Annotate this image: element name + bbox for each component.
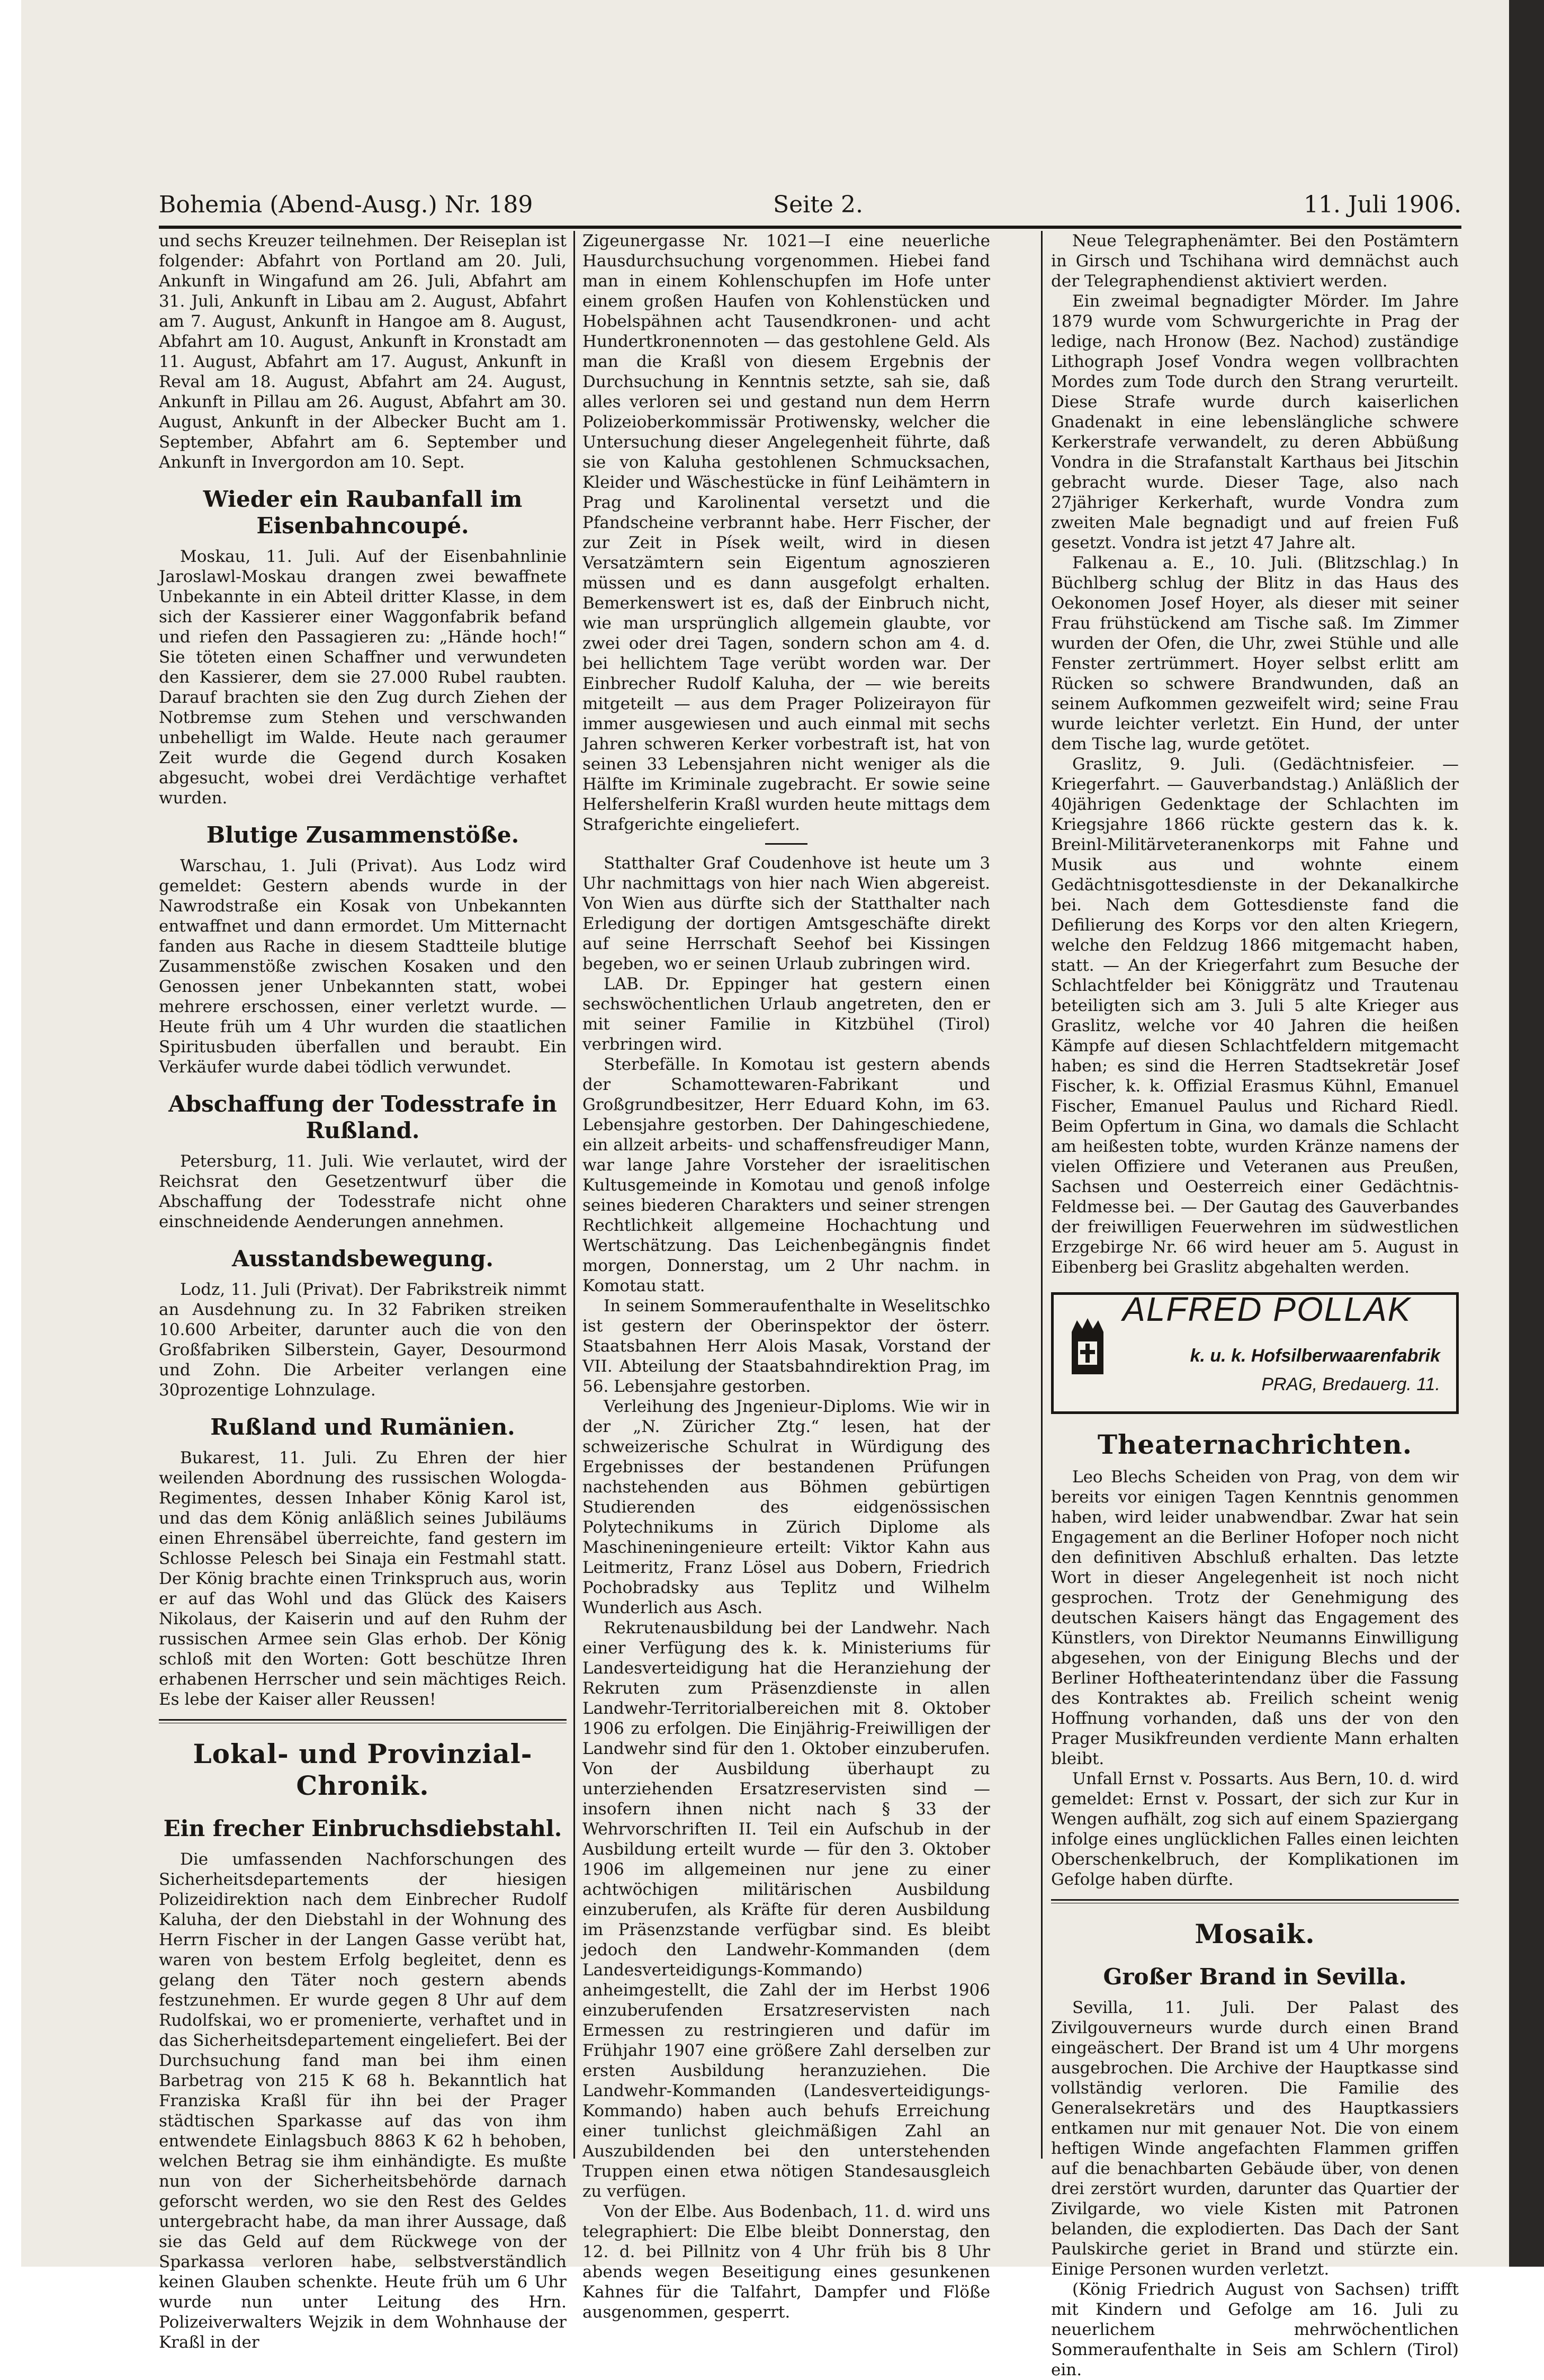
header-rule bbox=[159, 226, 1461, 229]
article-leo-blech: Leo Blechs Scheiden von Prag, von dem wir bereits vor einigen Tagen Kenntnis genommen haben, wird leider unabwendbar. Zwar hat sein Engagement an die Berliner Hofoper noch nicht den definitiven Abschluß erhalten. Das letzte Wort in dieser Angelegenheit ist noch nicht gesprochen. Trotz der Genehmigung des deutschen Kaisers hängt das Engagement des Künstlers, von Direktor Neumanns Einwilligung abgesehen, von der Einigung Blechs und der Berliner Hoftheaterintendanz über die Fassung des Kontraktes ab. Freilich scheint wenig Hoffnung vorhanden, daß uns der von den Prager Musikfreunden verdiente Mann erhalten bleibt. bbox=[1051, 1468, 1459, 1768]
column-1 bbox=[159, 231, 567, 2352]
advertiser-business: k. u. k. Hofsilberwaarenfabrik bbox=[1190, 1346, 1440, 1366]
page-edge-shadow bbox=[1509, 0, 1544, 2267]
column-divider-1 bbox=[573, 231, 575, 2159]
advertiser-name: ALFRED POLLAK bbox=[1123, 1290, 1412, 1328]
article-raubanfall: Moskau, 11. Juli. Auf der Eisenbahnlinie Jaroslawl-Moskau drangen zwei bewaffnete Unbekannte in ein Abteil dritter Klasse, in dem sich der Kassierer einer Waggonfabrik befand und riefen den Passagieren zu: „Hände hoch!“ Sie töteten einen Schaffner und verwundeten den Kassierer, dem sie 27.000 Rubel raubten. Darauf brachten sie den Zug durch Ziehen der Notbremse zum Stehen und verschwanden unbehelligt im Walde. Heute nach geraumer Zeit wurde die Gegend durch Kosaken abgesucht, wobei drei Verdächtige verhaftet wurden. bbox=[159, 547, 567, 808]
article-blutige-zusammenstoesse: Warschau, 1. Juli (Privat). Aus Lodz wird gemeldet: Gestern abends wurde in der Nawrodstraße ein Kosak von Unbekannten entwaffnet und dann ermordet. Um Mitternacht fanden aus Rache in diesem Stadtteile blutige Zusammenstöße zwischen Kosaken und den Genossen jener Unbekannten statt, wobei mehrere erschossen, einer verletzt wurde. — Heute früh um 4 Uhr wurden die staatlichen Spiritusbuden überfallen und beraubt. Ein Verkäufer wurde dabei tödlich verwundet. bbox=[159, 856, 567, 1077]
article-einbruchsdiebstahl-continued: Zigeunergasse Nr. 1021—I eine neuerliche Hausdurchsuchung vorgenommen. Hiebei fand man in einem Kohlenschupfen im Hofe unter einem großen Haufen von Kohlenstücken und Hobelspähnen acht Tausendkronen- und acht Hundertkronennoten — das gestohlene Geld. Als man die Kraßl von diesem Ergebnis der Durchsuchung in Kenntnis setzte, sah sie, daß alles verloren sei und gestand nun dem Herrn Polizeioberkommissär Protiwensky, welcher die Untersuchung dieser Angelegenheit führte, daß sie von Kaluha gestohlenen Schmucksachen, Kleider und Wäschestücke in fünf Leihämtern in Prag und Karolinental versetzt und die Pfandscheine verbrannt habe. Herr Fischer, der zur Zeit in Písek weilt, wird in diesen Versatzämtern sein Eigentum agnoszieren müssen und es dann ausgefolgt erhalten. Bemerkenswert ist es, daß der Einbruch nicht, wie man ursprünglich allgemein glaubte, vor zwei oder drei Tagen, sondern schon am 4. d. bei hellichtem Tage verübt worden war. Der Einbrecher Rudolf Kaluha, der — wie bereits mitgeteilt — aus dem Prager Polizeirayon für immer ausgewiesen und auch einmal mit sechs Jahren schweren Kerker vorbestraft ist, hat von seinen 33 Lebensjahren nicht weniger als die Hälfte im Kriminale zugebracht. Er sowie seine Helfershelferin Kraßl wurden heute mittags dem Strafgerichte eingeliefert. bbox=[582, 231, 990, 834]
header-date: 11. Juli 1906. bbox=[1303, 191, 1461, 218]
header-page-number: Seite 2. bbox=[773, 191, 863, 218]
article-koenig-friedrich-august: (König Friedrich August von Sachsen) trifft mit Kindern und Gefolge am 16. Juli zu neuerlichem mehrwöchentlichen Sommeraufenthalte in Seis am Schlern (Tirol) ein. bbox=[1051, 2280, 1459, 2379]
headline-raubanfall: Wieder ein Raubanfall im Eisenbahncoupé. bbox=[203, 486, 523, 539]
section-title-mosaik: Mosaik. bbox=[1195, 1918, 1315, 1949]
article-rekrutenausbildung: Rekrutenausbildung bei der Landwehr. Nach einer Verfügung des k. k. Ministeriums für Landesverteidigung hat die Heranziehung der Rekruten zum Präsenzdienste in allen Landwehr-Territorialbereichen mit 8. Oktober 1906 zu erfolgen. Die Einjährig-Freiwilligen der Landwehr sind für den 1. Oktober einzuberufen. Von der Ausbildung überhaupt zu unterziehenden Ersatzreservisten sind — insofern ihnen nicht nach § 33 der Wehrvorschriften II. Teil ein Aufschub in der Ausbildung erteilt wurde — für den 3. Oktober 1906 im allgemeinen nur jene zu einer achtwöchigen militärischen Ausbildung einzuberufen, als Kräfte für deren Ausbildung im Präsenzstande verfügbar sind. Es bleibt jedoch den Landwehr-Kommanden (dem Landesverteidigungs-Kommando) anheimgestellt, die Zahl der im Herbst 1906 einzuberufenden Ersatzreservisten nach Ermessen zu restringieren und dafür im Frühjahr 1907 eine größere Zahl derselben zur ersten Ausbildung heranzuziehen. Die Landwehr-Kommanden (Landesverteidigungs-Kommando) haben auch behufs Erreichung einer tunlichst gleichmäßigen Zahl an Auszubildenden bei den unterstehenden Truppen einen etwa nötigen Standesausgleich zu verfügen. bbox=[582, 1618, 990, 2201]
headline-blutige-zusammenstoesse: Blutige Zusammenstöße. bbox=[206, 822, 519, 848]
advertiser-address: PRAG, Bredauerg. 11. bbox=[1261, 1374, 1440, 1394]
article-brand-sevilla: Sevilla, 11. Juli. Der Palast des Zivilgouverneurs wurde durch einen Brand eingeäschert. Der Brand ist um 4 Uhr morgens ausgebrochen. Die Archive der Hauptkasse sind vollständig verloren. Die Familie des Generalsekretärs und des Hauptkassiers entkamen nur mit genauer Not. Die von einem heftigen Winde angefachten Flammen griffen auf die benachbarten Gebäude über, von denen drei zerstört wurden, darunter das Quartier der Zivilgarde, wo viele Kisten mit Patronen belanden, die explodierten. Das Dach der Sant Paulskirche geriet in Brand und stürzte ein. Einige Personen wurden verletzt. bbox=[1051, 1998, 1459, 2279]
column-divider-2 bbox=[1041, 231, 1043, 2159]
article-falkenau: Falkenau a. E., 10. Juli. (Blitzschlag.) In Büchlberg schlug der Blitz in das Haus des Oekonomen Josef Hoyer, als dieser mit seiner Frau frühstückend am Tische saß. Im Zimmer wurden der Ofen, die Uhr, zwei Stühle und alle Fenster zertrümmert. Hoyer selbst erlitt am Rücken so schwere Brandwunden, daß an seinem Aufkommen gezweifelt wird; seine Frau wurde leichter verletzt. Ein Hund, der unter dem Tische lag, wurde getötet. bbox=[1051, 553, 1459, 754]
article-todesstrafe: Petersburg, 11. Juli. Wie verlautet, wird der Reichsrat den Gesetzentwurf über die Abschaffung der Todesstrafe nicht ohne einschneidende Aenderungen annehmen. bbox=[159, 1152, 567, 1231]
article-statthalter: Statthalter Graf Coudenhove ist heute um 3 Uhr nachmittags von hier nach Wien abgereist. Von Wien aus dürfte sich der Statthalter nach Erledigung der dortigen Amtsgeschäfte direkt auf seine Herrschaft Seehof bei Kissingen begeben, wo er seinen Urlaub zubringen wird. bbox=[582, 854, 990, 973]
page-header bbox=[159, 186, 1461, 223]
article-possart: Unfall Ernst v. Possarts. Aus Bern, 10. d. wird gemeldet: Ernst v. Possart, der sich zur Kur in Wengen aufhält, zog sich auf einem Spaziergang infolge eines unglücklichen Falles einen leichten Oberschenkelbruch, der Komplikationen im Gefolge haben dürfte. bbox=[1051, 1769, 1459, 1889]
headline-brand-sevilla: Großer Brand in Sevilla. bbox=[1103, 1964, 1407, 1990]
section-rule bbox=[159, 1719, 567, 1723]
article-einbruchsdiebstahl: Die umfassenden Nachforschungen des Sicherheitsdepartements der hiesigen Polizeidirektion nach dem Einbrecher Rudolf Kaluha, der den Diebstahl in der Wohnung des Herrn Fischer in der Langen Gasse verübt hat, waren von bestem Erfolg begleitet, denn es gelang den Täter noch gestern abends festzunehmen. Er wurde gegen 8 Uhr auf dem Rudolfskai, wo er promenierte, verhaftet und in das Sicherheitsdepartement eingeliefert. Bei der Durchsuchung fand man bei ihm einen Barbetrag von 215 K 68 h. Bekanntlich hat Franziska Kraßl für ihn bei der Prager städtischen Sparkasse auf das von ihm entwendete Einlagsbuch 8863 K 62 h behoben, welchen Betrag sie ihm einhändigte. Es mußte nun von der Sicherheitsbehörde darnach geforscht werden, wo sie den Rest des Geldes untergebracht habe, da man ihrer Aussage, daß sie das Geld auf dem Rückwege von der Sparkassa verloren habe, selbstverständlich keinen Glauben schenkte. Heute früh um 6 Uhr wurde nun unter Leitung des Hrn. Polizeiverwalters Wejzik in dem Wohnhause der Kraßl in der bbox=[159, 1850, 567, 2352]
article-sterbefaelle: Sterbefälle. In Komotau ist gestern abends der Schamottewaren-Fabrikant und Großgrundbesitzer, Herr Eduard Kohn, im 63. Lebensjahre gestorben. Der Dahingeschiedene, ein allzeit arbeits- und schaffensfreudiger Mann, war lange Jahre Vorsteher der israelitischen Kultusgemeinde in Komotau und genoß infolge seines biederen Charakters und seiner strengen Rechtlichkeit allgemeine Hochachtung und Wertschätzung. Das Leichenbegängnis findet morgen, Donnerstag, um 2 Uhr nachm. in Komotau statt. bbox=[582, 1055, 990, 1295]
article-begnadigter-moerder: Ein zweimal begnadigter Mörder. Im Jahre 1879 wurde vom Schwurgerichte in Prag der ledige, nach Hronow (Bez. Nachod) zuständige Lithograph Josef Vondra wegen vollbrachten Mordes zum Tode durch den Strang verurteilt. Diese Strafe wurde durch kaiserlichen Gnadenakt in eine lebenslängliche schwere Kerkerstrafe verwandelt, zu deren Abbüßung Vondra in die Strafanstalt Karthaus bei Jitschin gebracht wurde. Dieser Tage, also nach 27jähriger Kerkerhaft, wurde Vondra zum zweiten Male begnadigt und auf freien Fuß gesetzt. Vondra ist jetzt 47 Jahre alt. bbox=[1051, 292, 1459, 552]
separator-rule bbox=[765, 843, 807, 845]
article-telegraphenaemter: Neue Telegraphenämter. Bei den Postämtern in Girsch und Tschihana wird demnächst auch der Telegraphendienst aktiviert werden. bbox=[1051, 231, 1459, 291]
article-von-der-elbe: Von der Elbe. Aus Bodenbach, 11. d. wird uns telegraphiert: Die Elbe bleibt Donnerstag, den 12. d. bei Pillnitz von 4 Uhr früh bis 8 Uhr abends wegen Beseitigung eines gesunkenen Kahnes für die Talfahrt, Dampfer und Flöße ausgenommen, gesperrt. bbox=[582, 2202, 990, 2322]
advertisement-pollak bbox=[1051, 1292, 1459, 1414]
article-ingenieur-diplom: Verleihung des Jngenieur-Diploms. Wie wir in der „N. Züricher Ztg.“ lesen, hat der schweizerische Schulrat in Würdigung des Ergebnisses der bestandenen Prüfungen nachstehenden aus Böhmen gebürtigen Studierenden des eidgenössischen Polytechnikums in Zürich Diplome als Maschineningenieure erteilt: Viktor Kahn aus Leitmeritz, Franz Lösel aus Dobern, Friedrich Pochobradsky aus Teplitz und Wilhelm Wunderlich aus Asch. bbox=[582, 1397, 990, 1617]
headline-einbruchsdiebstahl: Ein frecher Einbruchsdiebstahl. bbox=[163, 1815, 562, 1841]
headline-russland-rumaenien: Rußland und Rumänien. bbox=[210, 1414, 515, 1440]
headline-todesstrafe: Abschaffung der Todesstrafe in Rußland. bbox=[168, 1091, 557, 1143]
article-fleet-schedule: und sechs Kreuzer teilnehmen. Der Reiseplan ist folgender: Abfahrt von Portland am 20. Juli, Ankunft in Wingafund am 26. Juli, Abfahrt am 31. Juli, Ankunft in Libau am 2. August, Abfahrt am 7. August, Ankunft in Hangoe am 8. August, Abfahrt am 10. August, Ankunft in Kronstadt am 11. August, Abfahrt am 17. August, Ankunft in Reval am 18. August, Abfahrt am 24. August, Ankunft in Pillau am 26. August, Abfahrt am 30. August, Ankunft in der Albecker Bucht am 1. September, Abfahrt am 6. September und Ankunft in Invergordon am 10. Sept. bbox=[159, 231, 567, 472]
article-russland-rumaenien: Bukarest, 11. Juli. Zu Ehren der hier weilenden Abordnung des russischen Wologda-Regimentes, dessen Inhaber König Karol ist, und das dem König anläßlich seines Jubiläums einen Ehrensäbel überreichte, fand gestern im Schlosse Pelesch bei Sinaja ein Festmahl statt. Der König brachte einen Trinkspruch aus, worin er auf das Wohl und das Glück des Kaisers Nikolaus, der Kaiserin und auf den Ruhm der russischen Armee sein Glas erhob. Der König schloß mit den Worten: Gott beschütze Ihren erhabenen Herrscher und sein mächtiges Reich. Es lebe der Kaiser aller Reussen! bbox=[159, 1448, 567, 1709]
section-title-lokal-chronik: Lokal- und Provinzial-Chronik. bbox=[193, 1738, 533, 1801]
section-title-theaternachrichten: Theaternachrichten. bbox=[1097, 1429, 1413, 1460]
header-publication: Bohemia (Abend-Ausg.) Nr. 189 bbox=[159, 191, 533, 218]
article-ausstandsbewegung: Lodz, 11. Juli (Privat). Der Fabrikstreik nimmt an Ausdehnung zu. In 32 Fabriken streiken 10.600 Arbeiter, darunter auch die von den Großfabriken Silberstein, Gayer, Desourmond und Zohn. Die Arbeiter verlangen eine 30prozentige Lohnzulage. bbox=[159, 1280, 567, 1400]
article-eppinger: LAB. Dr. Eppinger hat gestern einen sechswöchentlichen Urlaub angetreten, den er mit seiner Familie in Kitzbühel (Tirol) verbringen wird. bbox=[582, 974, 990, 1054]
article-sterbefaelle-2: In seinem Sommeraufenthalte in Weselitschko ist gestern der Oberinspektor der österr. Staatsbahnen Herr Alois Masak, Vorstand der VII. Abteilung der Staatsbahndirektion Prag, im 56. Lebensjahre gestorben. bbox=[582, 1296, 990, 1396]
crown-emblem-icon bbox=[1066, 1316, 1109, 1380]
column-2 bbox=[582, 231, 990, 2322]
headline-ausstandsbewegung: Ausstandsbewegung. bbox=[232, 1246, 493, 1272]
article-graslitz: Graslitz, 9. Juli. (Gedächtnisfeier. — Kriegerfahrt. — Gauverbandstag.) Anläßlich der 40jährigen Gedenktage der Schlachten im Kriegsjahre 1866 rückte gestern das k. k. Breinl-Militärveteranenkorps mit Fahne und Musik aus und wohnte einem Gedächtnisgottesdienste in der Dekanalkirche bei. Nach dem Gottesdienste fand die Defilierung des Korps vor den alten Kriegern, welche den Feldzug 1866 mitgemacht haben, statt. — An der Kriegerfahrt zum Besuche der Schlachtfelder bei Königgrätz und Trautenau beteiligten sich am 3. Juli 5 alte Krieger aus Graslitz, welche vor 40 Jahren die heißen Kämpfe auf diesen Schlachtfeldern mitgemacht haben; es sind die Herren Stadtsekretär Josef Fischer, k. k. Offizial Erasmus Kühnl, Emanuel Fischer, Emanuel Paulus und Richard Riedl. Beim Opfertum in Gina, wo damals die Schlacht am heißesten tobte, wurden Kränze namens der vielen Offiziere und Veteranen aus Preußen, Sachsen und Oesterreich einer Gedächtnis-Feldmesse bei. — Der Gautag des Gauverbandes der freiwilligen Feuerwehren im südwestlichen Erzgebirge Nr. 66 wird heuer am 5. August in Eibenberg bei Graslitz abgehalten werden. bbox=[1051, 755, 1459, 1277]
column-3 bbox=[1051, 231, 1459, 2379]
section-rule bbox=[1051, 1899, 1459, 1903]
